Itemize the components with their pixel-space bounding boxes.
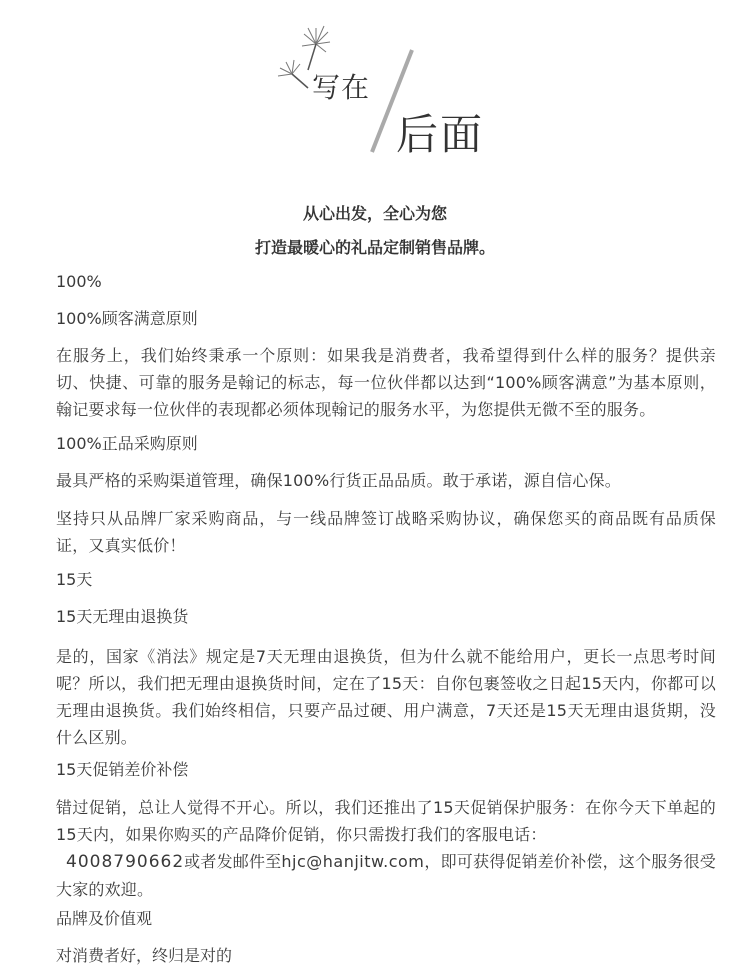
section-heading-100: 100% (56, 272, 102, 291)
intro-line-1: 从心出发，全心为您 (302, 204, 447, 223)
subheading-100-genuine: 100%正品采购原则 (56, 434, 198, 453)
paragraph-procurement: 最具严格的采购渠道管理，确保100%行货正品品质。敢于承诺，源自信心保。 (56, 471, 621, 490)
subheading-15-price-protection: 15天促销差价补偿 (56, 760, 189, 779)
paragraph-return-policy: 是的，国家《消法》规定是7天无理由退换货，但为什么就不能给用户，更长一点思考时间呢？所以，我们把无理由退换货时间，定在了15天：自你包裹签收之日起15天内，你都可以无理由退换货。我们始终相信，只要产品过硬、用户满意，7天还是15天无理由退货期，没什么区别。 (56, 647, 716, 747)
email-address: hjc@hanjitw.com (281, 852, 425, 871)
brand-value-text: 对消费者好，终归是对的 (56, 946, 233, 965)
subheading-100-satisfaction: 100%顾客满意原则 (56, 309, 198, 328)
section-heading-brand: 品牌及价值观 (56, 909, 153, 928)
intro-line-2: 打造最暖心的礼品定制销售品牌。 (254, 238, 495, 257)
paragraph-brand-sourcing: 坚持只从品牌厂家采购商品，与一线品牌签订战略采购协议，确保您买的商品既有品质保证，又真实低价！ (56, 509, 716, 555)
price-protection-text-c: ，即可获得促销差价补偿，这个服务很受大家的欢迎。 (56, 852, 716, 899)
subheading-15-return: 15天无理由退换货 (56, 607, 189, 626)
header-title-large: 后面 (396, 110, 485, 159)
hotline-number: 4008790662 (66, 852, 185, 872)
paragraph-service-principle: 在服务上，我们始终秉承一个原则：如果我是消费者，我希望得到什么样的服务？提供亲切、快捷、可靠的服务是翰记的标志，每一位伙伴都以达到“100%顾客满意”为基本原则，翰记要求每一位伙伴的表现都必须体现翰记的服务水平，为您提供无微不至的服务。 (56, 346, 716, 419)
header-title-small: 写在 (312, 71, 371, 104)
paragraph-price-protection (56, 794, 716, 903)
price-protection-text-a: 错过促销，总让人觉得不开心。所以，我们还推出了15天促销保护服务：在你今天下单起的15天内，如果你购买的产品降价促销，你只需拨打我们的客服电话： (56, 798, 716, 844)
price-protection-text-b: 或者发邮件至 (184, 852, 282, 871)
section-heading-15: 15天 (56, 570, 93, 589)
